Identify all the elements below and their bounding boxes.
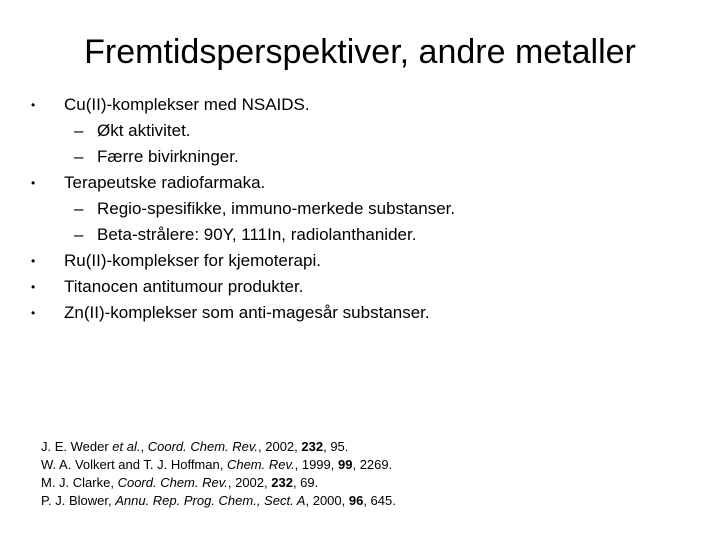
bullet-text: Terapeutske radiofarmaka.: [64, 173, 266, 192]
reference-separator: ,: [219, 457, 227, 472]
bullet-marker: •: [31, 280, 36, 294]
bullet-item: [0, 92, 720, 118]
bullet-text: Titanocen antitumour produkter.: [64, 277, 304, 296]
reference-line: [41, 474, 701, 492]
bullet-item: [0, 300, 720, 326]
dash-marker: –: [74, 147, 84, 166]
bullet-text: Zn(II)-komplekser som anti-magesår substanser.: [64, 303, 430, 322]
reference-journal: Annu. Rep. Prog. Chem., Sect. A: [115, 493, 306, 508]
reference-separator: ,: [110, 475, 118, 490]
sub-bullet-item: [0, 196, 720, 222]
reference-line: [41, 492, 701, 510]
reference-line: [41, 456, 701, 474]
reference-authors: P. J. Blower: [41, 493, 108, 508]
reference-volume: 232: [271, 475, 293, 490]
bullet-text: Ru(II)-komplekser for kjemoterapi.: [64, 251, 321, 270]
reference-pages: , 2269.: [352, 457, 393, 472]
references: [41, 438, 701, 510]
sub-bullet-item: [0, 144, 720, 170]
reference-authors: W. A. Volkert and T. J. Hoffman: [41, 457, 220, 472]
bullet-text: Beta-strålere: 90Y, 111In, radiolanthanider.: [97, 225, 417, 244]
reference-year: , 2002,: [227, 475, 272, 490]
reference-separator: ,: [107, 493, 116, 508]
reference-line: [41, 438, 701, 456]
reference-separator: ,: [140, 439, 148, 454]
bullet-marker: •: [31, 98, 36, 112]
bullet-text: Cu(II)-komplekser med NSAIDS.: [64, 95, 310, 114]
reference-authors: M. J. Clarke: [41, 475, 111, 490]
bullet-text: Regio-spesifikke, immuno-merkede substanser.: [97, 199, 456, 218]
reference-et-al: et al.: [112, 439, 141, 454]
reference-journal: Coord. Chem. Rev.: [117, 475, 228, 490]
reference-pages: , 645.: [363, 493, 396, 508]
dash-marker: –: [74, 121, 84, 140]
reference-volume: 232: [301, 439, 324, 454]
bullet-marker: •: [31, 176, 36, 190]
bullet-text: Færre bivirkninger.: [97, 147, 239, 166]
bullet-marker: •: [31, 306, 36, 320]
reference-volume: 99: [338, 457, 353, 472]
reference-journal: Chem. Rev.: [226, 457, 295, 472]
reference-pages: , 95.: [323, 439, 349, 454]
bullet-item: [0, 248, 720, 274]
reference-year: , 2000,: [305, 493, 349, 508]
bullet-text: Økt aktivitet.: [97, 121, 191, 140]
slide-title: Fremtidsperspektiver, andre metaller: [84, 33, 636, 71]
reference-journal: Coord. Chem. Rev.: [147, 439, 259, 454]
dash-marker: –: [74, 225, 84, 244]
bullet-marker: •: [31, 254, 36, 268]
bullet-item: [0, 170, 720, 196]
sub-bullet-item: [0, 222, 720, 248]
bullet-item: [0, 274, 720, 300]
reference-year: , 1999,: [294, 457, 338, 472]
reference-year: , 2002,: [258, 439, 302, 454]
sub-bullet-item: [0, 118, 720, 144]
dash-marker: –: [74, 199, 84, 218]
reference-pages: , 69.: [292, 475, 319, 490]
reference-authors: J. E. Weder: [41, 439, 113, 454]
reference-volume: 96: [348, 493, 364, 508]
